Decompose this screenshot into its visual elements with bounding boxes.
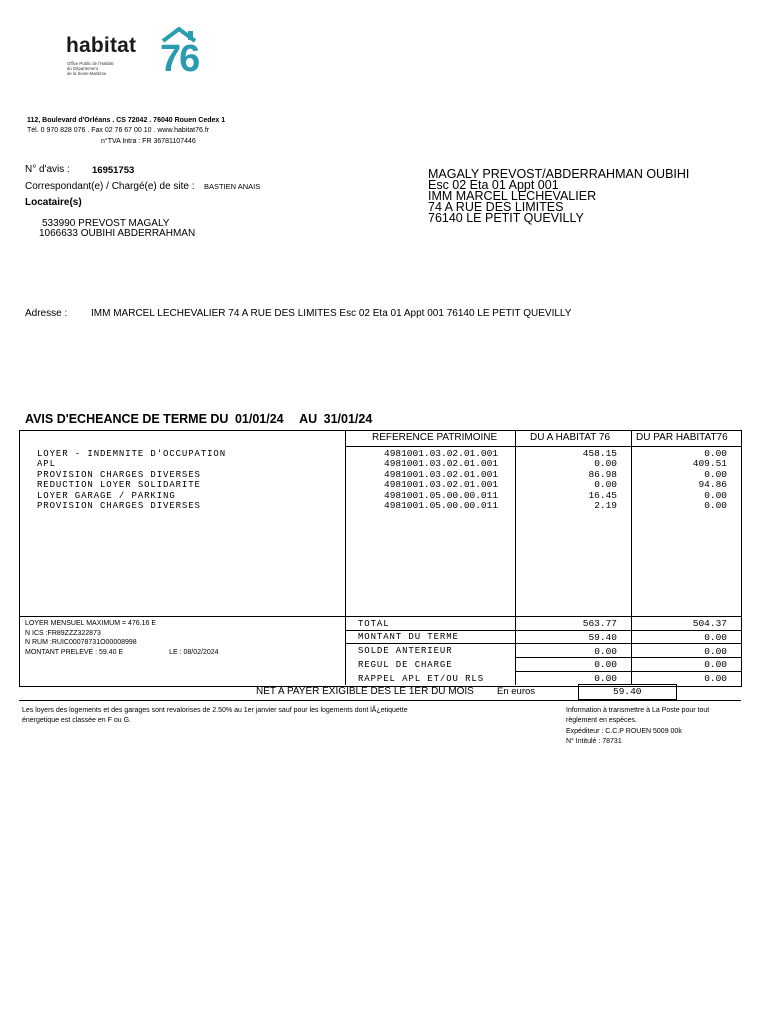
correspondant-name: BASTIEN ANAIS xyxy=(204,182,261,191)
net-currency: En euros xyxy=(497,686,536,697)
header-du-a: DU A HABITAT 76 xyxy=(530,432,611,443)
table-row-du-a: 86.98 xyxy=(588,468,617,480)
rum-number: N RUM :RUIC00078731O00008998 xyxy=(25,639,137,646)
footer-poste-line: Expéditeur : C.C.P ROUEN 5009 00k xyxy=(566,727,682,735)
table-row-label: APL xyxy=(37,459,56,470)
logo-subtitle xyxy=(67,61,114,76)
org-contact: Tél. 0 970 828 076 . Fax 02 76 67 00 10 . www.habitat76.fr xyxy=(27,127,210,134)
summary-row-line xyxy=(515,671,741,672)
recipient-line: Esc 02 Eta 01 Appt 001 xyxy=(428,178,559,192)
habitat76-logo xyxy=(66,27,201,85)
footer-poste-line: N° Intitulé : 78731 xyxy=(566,737,622,745)
recipient-line: MAGALY PREVOST/ABDERRAHMAN OUBIHI xyxy=(428,167,690,181)
summary-label-regul: REGUL DE CHARGE xyxy=(358,660,453,670)
footer-note-line: énergetique est classée en F ou G. xyxy=(22,717,131,724)
table-row-ref: 4981001.03.02.01.001 xyxy=(384,468,499,480)
logo-subtitle-line: de la Seine-Maritime xyxy=(67,71,107,76)
table-row-label: LOYER - INDEMNITE D'OCCUPATION xyxy=(37,449,227,459)
table-row-ref: 4981001.03.02.01.001 xyxy=(384,458,499,470)
correspondant-label: Correspondant(e) / Chargé(e) de site : xyxy=(25,181,195,192)
title-prefix: AVIS D'ECHEANCE DE TERME DU xyxy=(25,412,229,426)
footer-note xyxy=(22,706,408,726)
table-row-du-a: 0.00 xyxy=(594,479,617,491)
title-to-label: AU xyxy=(299,412,318,426)
summary-divider xyxy=(19,616,741,617)
summary-du-a-terme: 59.40 xyxy=(588,632,617,643)
summary-row-line xyxy=(345,643,741,644)
summary-label-terme: MONTANT DU TERME xyxy=(358,632,459,642)
info-block xyxy=(25,619,219,657)
net-value: 59.40 xyxy=(613,686,642,697)
recipient-line: 74 A RUE DES LIMITES xyxy=(428,200,564,214)
table-row-ref: 4981001.03.02.01.001 xyxy=(384,479,499,491)
table-row-du-par: 0.00 xyxy=(704,500,727,512)
summary-label-rappel: RAPPEL APL ET/OU RLS xyxy=(358,674,485,684)
header-divider xyxy=(345,446,741,447)
summary-du-a-total: 563.77 xyxy=(582,618,617,629)
table-row-label: PROVISION CHARGES DIVERSES xyxy=(37,469,201,480)
table-row-du-a: 16.45 xyxy=(588,489,617,501)
table-row-label: PROVISION CHARGES DIVERSES xyxy=(37,501,201,512)
adresse-value: IMM MARCEL LECHEVALIER 74 A RUE DES LIMITES Esc 02 Eta 01 Appt 001 76140 LE PETIT QUEVILLY xyxy=(91,308,572,319)
summary-du-par-total: 504.37 xyxy=(692,618,727,629)
summary-row-line xyxy=(515,657,741,658)
logo-subtitle-line: Office Public de l'Habitat xyxy=(67,61,114,66)
table-row-ref: 4981001.05.00.00.011 xyxy=(384,489,499,501)
adresse-label: Adresse : xyxy=(25,308,68,319)
rows-refs xyxy=(384,449,498,511)
locataires-label: Locataire(s) xyxy=(25,197,82,208)
summary-du-par-rappel: 0.00 xyxy=(704,673,727,684)
summary-du-a-solde: 0.00 xyxy=(594,646,617,657)
footer-divider xyxy=(19,700,741,701)
avis-label: N° d'avis : xyxy=(25,164,70,175)
rows-du-par xyxy=(636,449,727,511)
header-ref: REFERENCE PATRIMOINE xyxy=(372,432,498,443)
summary-du-par-solde: 0.00 xyxy=(704,646,727,657)
org-tva: n°TVA Intra : FR 36781107446 xyxy=(101,138,196,145)
montant-preleve-value: MONTANT PRELEVE : 59.40 E xyxy=(25,648,124,656)
table-row-du-par: 409.51 xyxy=(692,458,727,470)
recipient-line: IMM MARCEL LECHEVALIER xyxy=(428,189,597,203)
summary-du-par-regul: 0.00 xyxy=(704,659,727,670)
footer-poste-info xyxy=(566,706,709,747)
recipient-line: 76140 LE PETIT QUEVILLY xyxy=(428,211,584,225)
col-divider xyxy=(515,430,516,685)
table-row-label: REDUCTION LOYER SOLIDARITE xyxy=(37,480,201,491)
loyer-max: LOYER MENSUEL MAXIMUM = 476.16 E xyxy=(25,620,157,627)
table-row-du-a: 0.00 xyxy=(594,458,617,470)
avis-number: 16951753 xyxy=(92,165,135,176)
footer-poste-line: règlement en espèces. xyxy=(566,717,637,725)
logo-word: habitat xyxy=(66,34,137,57)
header-du-par: DU PAR HABITAT76 xyxy=(636,432,728,443)
summary-row-line xyxy=(345,630,741,631)
locataire-2: 1066633 OUBIHI ABDERRAHMAN xyxy=(39,228,196,239)
logo-subtitle-line: du Département xyxy=(67,66,98,71)
table-row-du-par: 94.86 xyxy=(698,479,727,491)
net-label: NET A PAYER EXIGIBLE DES LE 1ER DU MOIS xyxy=(256,686,474,697)
ics-number: N ICS :FR89ZZZ322873 xyxy=(25,629,101,637)
summary-label-total: TOTAL xyxy=(358,619,390,629)
footer-poste-line: Information à transmettre à La Poste pour tout xyxy=(566,707,710,714)
title-to: 31/01/24 xyxy=(323,412,373,426)
table-row-du-par: 0.00 xyxy=(704,468,727,480)
col-divider xyxy=(345,430,346,685)
table-row-ref: 4981001.05.00.00.011 xyxy=(384,500,499,512)
montant-preleve xyxy=(25,648,219,658)
summary-du-a-regul: 0.00 xyxy=(594,659,617,670)
org-address: 112, Boulevard d'Orléans . CS 72042 . 76040 Rouen Cedex 1 xyxy=(27,117,226,124)
summary-label-solde: SOLDE ANTERIEUR xyxy=(358,646,453,656)
summary-du-par-terme: 0.00 xyxy=(704,632,727,643)
table-row-label: LOYER GARAGE / PARKING xyxy=(37,490,176,501)
col-divider xyxy=(631,430,632,685)
preleve-date: LE : 08/02/2024 xyxy=(169,648,219,656)
logo-number: 76 xyxy=(160,38,199,80)
table-row-du-par: 0.00 xyxy=(704,489,727,501)
summary-du-a-rappel: 0.00 xyxy=(594,673,617,684)
title-from: 01/01/24 xyxy=(234,412,284,426)
locataire-1: 533990 PREVOST MAGALY xyxy=(42,218,170,229)
table-row-ref: 4981001.03.02.01.001 xyxy=(384,448,499,459)
document-title xyxy=(25,412,372,426)
table-row-du-par: 0.00 xyxy=(704,448,727,459)
table-row-du-a: 2.19 xyxy=(594,500,617,512)
rows-labels xyxy=(37,449,226,511)
rows-du-a xyxy=(520,449,617,511)
table-row-du-a: 458.15 xyxy=(582,448,617,459)
recipient-block xyxy=(428,169,689,224)
footer-note-line: Les loyers des logements et des garages sont revalorises de 2.50% au 1er janvier sauf pour les logements dont lÃ¿etiquette xyxy=(22,707,408,714)
